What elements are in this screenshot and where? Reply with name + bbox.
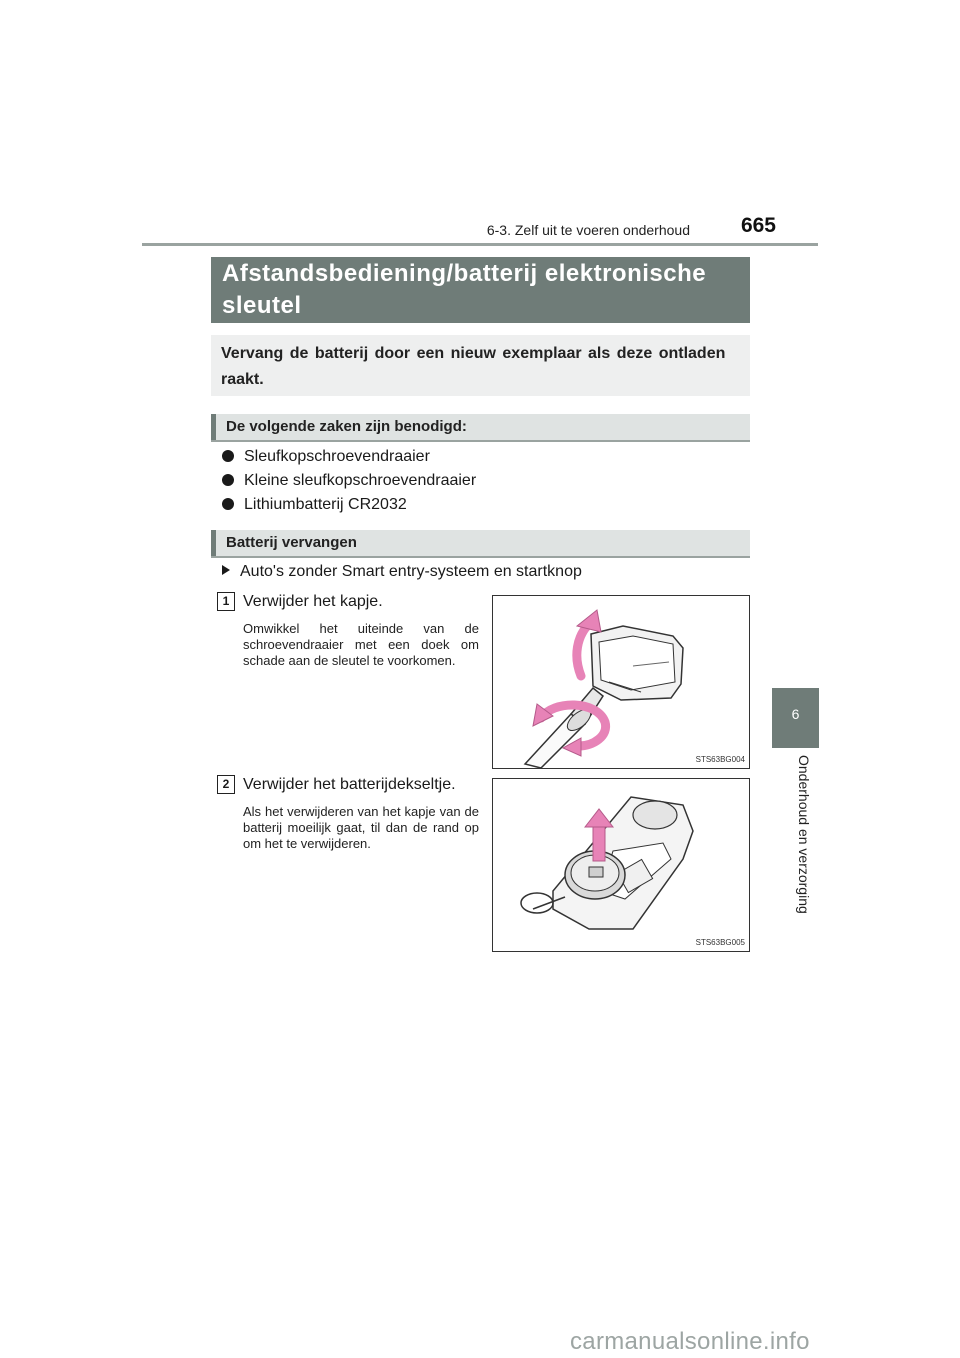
list-item: Sleufkopschroevendraaier xyxy=(222,448,430,466)
replace-heading: Batterij vervangen xyxy=(226,534,357,551)
triangle-icon xyxy=(222,565,230,575)
figure-code: STS63BG004 xyxy=(695,755,745,764)
header-rule xyxy=(142,243,818,246)
figure-code: STS63BG005 xyxy=(695,938,745,947)
step-note: Omwikkel het uiteinde van de schroevendraaier met een doek om schade aan de sleutel te voorkomen. xyxy=(243,621,479,668)
battery-cover-illustration xyxy=(493,779,749,951)
bullet-icon xyxy=(222,498,234,510)
key-cap-illustration xyxy=(493,596,749,768)
step-title: Verwijder het kapje. xyxy=(243,593,383,610)
section-title xyxy=(222,258,742,322)
intro-text: Vervang de batterij door een nieuw exemplaar als deze ontladen raakt. xyxy=(221,345,726,388)
running-header: 6-3. Zelf uit te voeren onderhoud xyxy=(486,222,690,238)
requirements-heading: De volgende zaken zijn benodigd: xyxy=(226,418,467,435)
chapter-title: Onderhoud en verzorging xyxy=(796,755,812,914)
bullet-icon xyxy=(222,474,234,486)
list-item: Kleine sleufkopschroevendraaier xyxy=(222,472,476,490)
step-title: Verwijder het batterijdekseltje. xyxy=(243,776,456,793)
condition-label: Auto's zonder Smart entry-systeem en startknop xyxy=(222,563,582,581)
section-title-line2: sleutel xyxy=(222,292,302,319)
section-title-line1: Afstandsbediening/batterij elektronische xyxy=(222,260,707,287)
replace-heading-bar xyxy=(211,530,750,556)
requirements-rule xyxy=(211,440,750,442)
figure-remove-cap xyxy=(492,595,750,769)
chapter-number: 6 xyxy=(791,706,800,722)
bullet-icon xyxy=(222,450,234,462)
step-note: Als het verwijderen van het kapje van de batterij moeilijk gaat, til dan de rand op om het te verwijderen. xyxy=(243,804,479,851)
replace-rule xyxy=(211,556,750,558)
step-number-badge: 2 xyxy=(217,775,235,794)
requirements-heading-bar xyxy=(211,414,750,440)
figure-remove-battery-cover xyxy=(492,778,750,952)
step-number-badge: 1 xyxy=(217,592,235,611)
list-item: Lithiumbatterij CR2032 xyxy=(222,496,407,514)
watermark: carmanualsonline.info xyxy=(570,1328,810,1355)
page-number: 665 xyxy=(740,214,776,237)
